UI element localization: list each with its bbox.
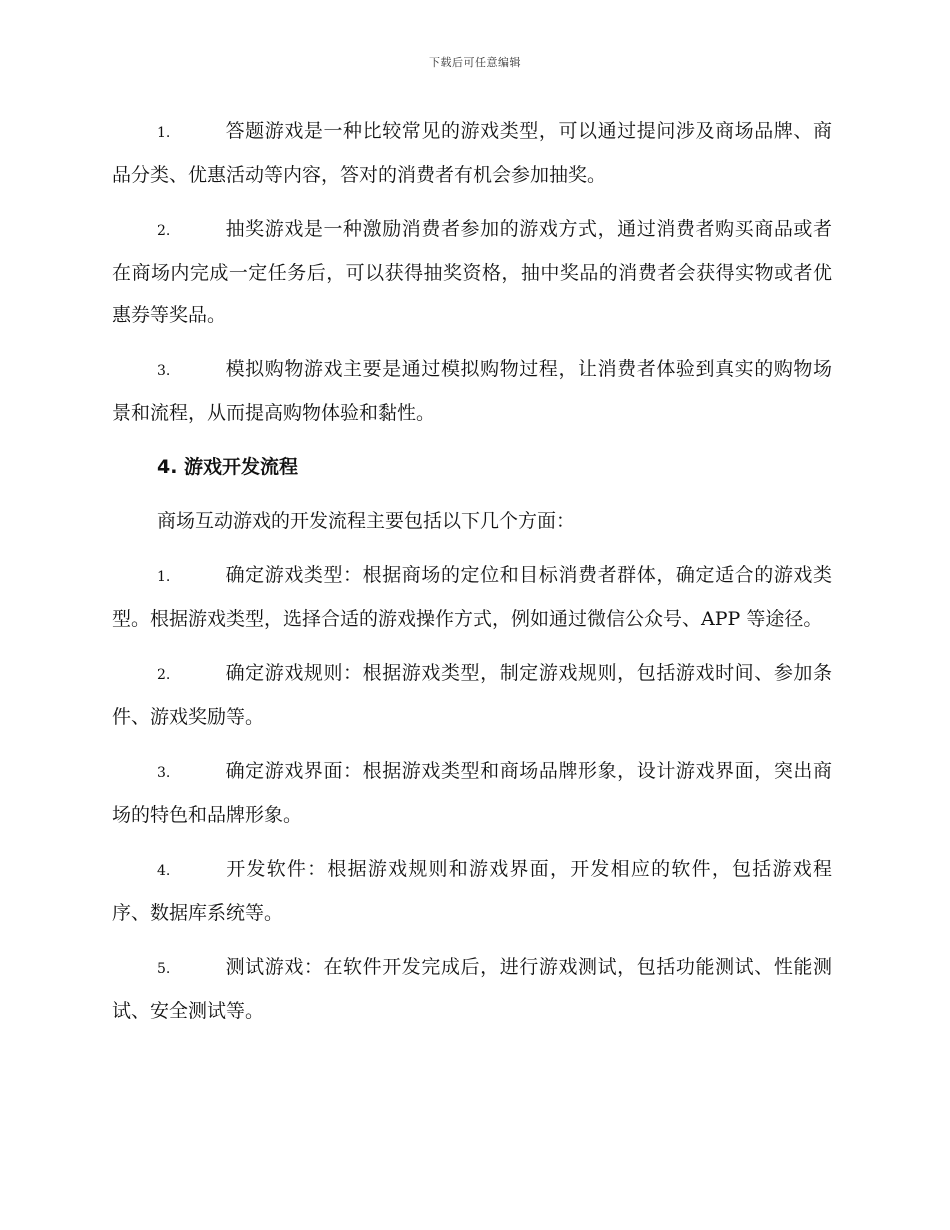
list-number: 1.: [157, 569, 171, 585]
list-number: 2.: [157, 667, 171, 683]
list-text: 抽奖游戏是一种激励消费者参加的游戏方式，通过消费者购买商品或者在商场内完成一定任务后，可以获得抽奖资格，抽中奖品的消费者会获得实物或者优惠券等奖品。: [112, 218, 832, 326]
list-number: 2.: [157, 223, 171, 239]
document-body: [112, 110, 832, 1044]
list-text: 答题游戏是一种比较常见的游戏类型，可以通过提问涉及商场品牌、商品分类、优惠活动等内容，答对的消费者有机会参加抽奖。: [112, 120, 832, 186]
list-item: [112, 348, 832, 434]
section-intro: 商场互动游戏的开发流程主要包括以下几个方面：: [157, 510, 576, 532]
list-item: [112, 208, 832, 336]
list-item: [112, 750, 832, 836]
list-number: 3.: [157, 363, 171, 379]
list-text: 确定游戏规则：根据游戏类型，制定游戏规则，包括游戏时间、参加条件、游戏奖励等。: [112, 662, 832, 728]
list-text: 模拟购物游戏主要是通过模拟购物过程，让消费者体验到真实的购物场景和流程，从而提高购物体验和黏性。: [112, 358, 832, 424]
list-number: 5.: [157, 961, 171, 977]
list-item: [112, 848, 832, 934]
list-item: [112, 110, 832, 196]
list-text: 测试游戏：在软件开发完成后，进行游戏测试，包括功能测试、性能测试、安全测试等。: [112, 956, 832, 1022]
section-heading: 4. 游戏开发流程: [157, 456, 299, 478]
list-text: 开发软件：根据游戏规则和游戏界面，开发相应的软件，包括游戏程序、数据库系统等。: [112, 858, 832, 924]
page-header: 下载后可任意编辑: [429, 56, 521, 69]
list-item: [112, 652, 832, 738]
list-number: 4.: [157, 863, 171, 879]
list-text: 确定游戏类型：根据商场的定位和目标消费者群体，确定适合的游戏类型。根据游戏类型，选择合适的游戏操作方式，例如通过微信公众号、APP 等途径。: [112, 564, 832, 630]
list-item: [112, 554, 832, 640]
list-item: [112, 946, 832, 1032]
list-text: 确定游戏界面：根据游戏类型和商场品牌形象，设计游戏界面，突出商场的特色和品牌形象。: [112, 760, 832, 826]
list-number: 1.: [157, 125, 171, 141]
list-number: 3.: [157, 765, 171, 781]
